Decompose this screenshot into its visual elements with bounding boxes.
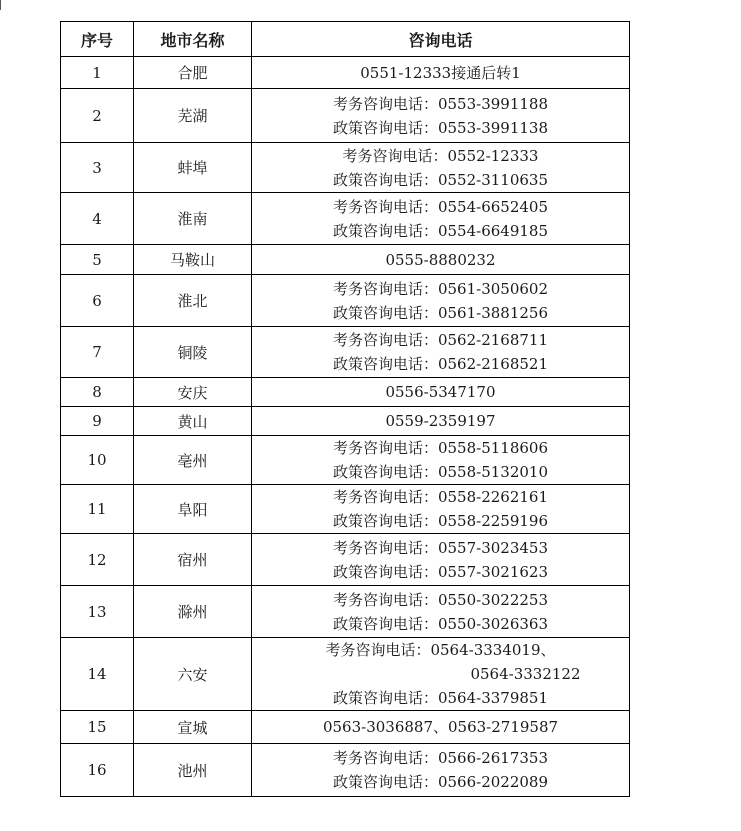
row-phone (252, 711, 630, 744)
contact-table (60, 21, 630, 797)
phone-line: 考务咨询电话：0553-3991188 (332, 94, 549, 113)
row-no: 14 (61, 638, 134, 711)
row-phone (252, 275, 630, 327)
table-row (61, 586, 630, 638)
header-no: 序号 (61, 22, 134, 57)
table-row (61, 327, 630, 378)
table-row (61, 57, 630, 89)
phone-line: 0551-12333接通后转1 (360, 63, 521, 82)
row-phone (252, 245, 630, 275)
phone-line: 政策咨询电话：0553-3991138 (332, 118, 549, 137)
row-phone (252, 193, 630, 245)
phone-line: 考务咨询电话：0550-3022253 (332, 590, 549, 609)
phone-line: 考务咨询电话：0564-3334019、 (325, 641, 556, 659)
table-row (61, 744, 630, 797)
phone-line: 0556-5347170 (385, 383, 496, 401)
table-row (61, 534, 630, 586)
row-phone (252, 143, 630, 193)
row-no: 5 (61, 245, 134, 275)
row-phone (252, 638, 630, 711)
row-no: 10 (61, 436, 134, 485)
row-no: 8 (61, 378, 134, 407)
phone-line: 考务咨询电话：0566-2617353 (332, 749, 549, 767)
row-city: 淮南 (134, 193, 252, 245)
row-city: 淮北 (134, 275, 252, 327)
row-phone (252, 89, 630, 143)
row-city: 合肥 (134, 57, 252, 89)
table-row (61, 711, 630, 744)
header-phone: 咨询电话 (252, 22, 630, 57)
row-phone (252, 586, 630, 638)
phone-line: 考务咨询电话：0558-2262161 (332, 488, 549, 506)
table-row (61, 275, 630, 327)
row-city: 铜陵 (134, 327, 252, 378)
table-row (61, 378, 630, 407)
phone-line: 考务咨询电话：0554-6652405 (332, 197, 549, 216)
row-city: 蚌埠 (134, 143, 252, 193)
table-row (61, 485, 630, 534)
phone-line: 政策咨询电话：0564-3379851 (332, 689, 549, 707)
row-city: 宣城 (134, 711, 252, 744)
row-no: 4 (61, 193, 134, 245)
row-city: 马鞍山 (134, 245, 252, 275)
row-city: 宿州 (134, 534, 252, 586)
row-phone (252, 436, 630, 485)
row-no: 12 (61, 534, 134, 586)
phone-line: 政策咨询电话：0554-6649185 (332, 221, 549, 240)
row-no: 13 (61, 586, 134, 638)
row-phone (252, 407, 630, 436)
row-no: 9 (61, 407, 134, 436)
table-row (61, 407, 630, 436)
header-row (61, 22, 630, 57)
row-phone (252, 744, 630, 797)
table-row (61, 143, 630, 193)
table-row (61, 245, 630, 275)
phone-line: 0559-2359197 (385, 412, 496, 430)
phone-line: 政策咨询电话：0558-2259196 (332, 512, 549, 530)
row-city: 黄山 (134, 407, 252, 436)
phone-line: 0564-3332122 (470, 665, 581, 683)
row-phone (252, 485, 630, 534)
phone-line: 考务咨询电话：0552-12333 (342, 146, 539, 165)
table-row (61, 436, 630, 485)
phone-line: 考务咨询电话：0558-5118606 (332, 439, 549, 457)
row-phone (252, 57, 630, 89)
phone-line: 政策咨询电话：0561-3881256 (332, 303, 549, 322)
phone-line: 考务咨询电话：0561-3050602 (332, 279, 549, 298)
table-row (61, 193, 630, 245)
phone-line: 政策咨询电话：0552-3110635 (332, 170, 549, 189)
phone-line: 政策咨询电话：0558-5132010 (332, 463, 549, 481)
table-row (61, 638, 630, 711)
row-no: 15 (61, 711, 134, 744)
row-city: 亳州 (134, 436, 252, 485)
phone-line: 政策咨询电话：0562-2168521 (332, 355, 549, 373)
row-no: 3 (61, 143, 134, 193)
phone-line: 考务咨询电话：0562-2168711 (332, 331, 549, 349)
row-no: 2 (61, 89, 134, 143)
row-no: 16 (61, 744, 134, 797)
row-phone (252, 327, 630, 378)
row-city: 芜湖 (134, 89, 252, 143)
row-no: 7 (61, 327, 134, 378)
phone-line: 考务咨询电话：0557-3023453 (332, 538, 549, 557)
row-city: 六安 (134, 638, 252, 711)
row-phone (252, 378, 630, 407)
row-city: 池州 (134, 744, 252, 797)
row-city: 阜阳 (134, 485, 252, 534)
row-no: 1 (61, 57, 134, 89)
header-city: 地市名称 (134, 22, 252, 57)
corner-mark (0, 0, 1, 10)
row-phone (252, 534, 630, 586)
table-row (61, 89, 630, 143)
phone-line: 0555-8880232 (385, 250, 496, 269)
row-city: 滁州 (134, 586, 252, 638)
row-city: 安庆 (134, 378, 252, 407)
row-no: 6 (61, 275, 134, 327)
phone-line: 政策咨询电话：0550-3026363 (332, 614, 549, 633)
phone-line: 0563-3036887、0563-2719587 (322, 718, 559, 736)
row-no: 11 (61, 485, 134, 534)
phone-line: 政策咨询电话：0557-3021623 (332, 562, 549, 581)
phone-line: 政策咨询电话：0566-2022089 (332, 773, 549, 791)
